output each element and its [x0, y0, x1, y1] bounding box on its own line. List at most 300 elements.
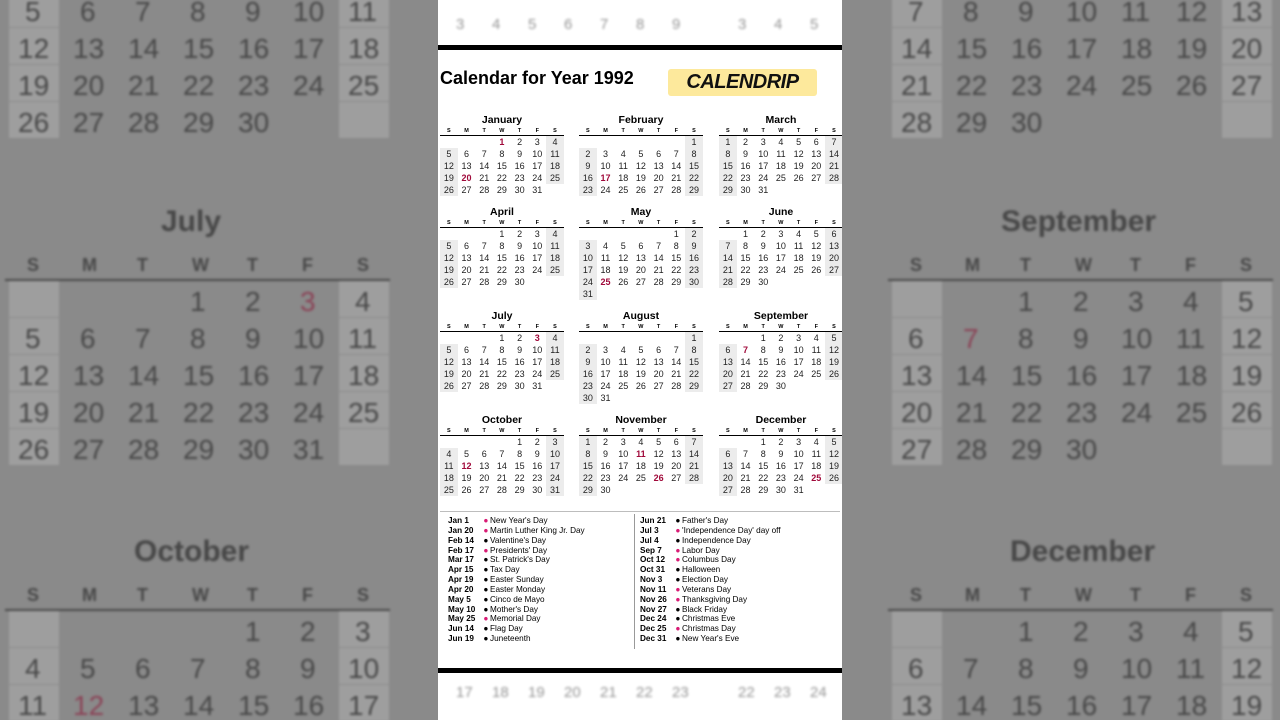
month-name: May: [630, 206, 652, 218]
background-weekday-label: T: [1020, 255, 1031, 275]
day-cell: 18: [775, 161, 786, 171]
day-cell: 20: [811, 161, 822, 171]
strip-day-number: 21: [600, 684, 617, 701]
day-cell: 17: [793, 461, 804, 471]
holiday-date: Dec 25: [640, 624, 667, 634]
day-grid: [440, 228, 564, 288]
weekday-label: S: [447, 324, 451, 330]
day-cell: 26: [811, 265, 822, 275]
day-cell: 16: [579, 172, 597, 184]
day-cell: 4: [620, 149, 626, 159]
holiday-row: [640, 614, 830, 624]
day-cell: 12: [440, 160, 458, 172]
holiday-row: [448, 536, 638, 546]
holiday-date: Jan 20: [448, 525, 474, 535]
day-cell: 29: [514, 485, 525, 495]
day-cell: 4: [546, 136, 564, 148]
month-january: [440, 114, 564, 196]
bullet-icon: ●: [675, 565, 681, 575]
background-day-number: 14: [128, 33, 160, 64]
day-cell: 30: [775, 485, 786, 495]
day-cell: 3: [603, 345, 609, 355]
background-day-number: 19: [18, 70, 50, 101]
day-cell: 29: [579, 484, 597, 496]
day-cell: 11: [546, 344, 564, 356]
holiday-name: Easter Sunday: [490, 575, 544, 585]
holiday-date: Apr 20: [448, 584, 474, 594]
empty-cell: [614, 332, 632, 344]
background-day-number: 20: [901, 397, 933, 428]
day-cell: 23: [740, 173, 751, 183]
empty-cell: [737, 436, 755, 448]
background-day-number: 23: [238, 70, 270, 101]
day-cell: 23: [532, 473, 543, 483]
background-day-number: 5: [1238, 616, 1254, 647]
month-december: [719, 414, 842, 496]
weekday-label: S: [447, 428, 451, 434]
empty-cell: [719, 332, 737, 344]
background-day-number: 11: [1176, 323, 1206, 354]
weekday-label: M: [743, 220, 748, 226]
day-cell: 23: [758, 265, 769, 275]
empty-cell: [475, 436, 493, 448]
background-day-number: 9: [300, 653, 316, 684]
background-day-number: 22: [183, 70, 215, 101]
holiday-row: [640, 595, 830, 605]
strip-day-number: 24: [810, 684, 827, 701]
background-day-number: 6: [135, 653, 151, 684]
day-cell: 1: [719, 136, 737, 148]
holiday-date: Mar 17: [448, 555, 474, 565]
background-day-number: 27: [901, 434, 933, 465]
holiday-day: 25: [600, 277, 611, 287]
day-cell: 18: [546, 252, 564, 264]
day-cell: 23: [775, 473, 786, 483]
month-name: October: [481, 414, 523, 426]
day-cell: 18: [811, 461, 822, 471]
background-day-number: 24: [1121, 397, 1153, 428]
day-cell: 29: [685, 184, 703, 196]
day-cell: 16: [514, 253, 525, 263]
holiday-day: 26: [653, 473, 664, 483]
day-cell: 4: [546, 228, 564, 240]
background-day-number: 27: [73, 107, 105, 138]
day-cell: 14: [653, 253, 664, 263]
holiday-date: Jul 3: [640, 525, 659, 535]
day-cell: 6: [464, 241, 470, 251]
weekday-header: [719, 127, 842, 136]
day-cell: 13: [653, 357, 664, 367]
day-cell: 25: [546, 368, 564, 380]
weekday-label: F: [814, 128, 818, 134]
background-day-number: 28: [901, 107, 933, 138]
day-cell: 16: [775, 357, 786, 367]
day-cell: 20: [719, 472, 737, 484]
day-cell: 28: [685, 472, 703, 484]
day-cell: 1: [499, 333, 505, 343]
day-cell: 4: [638, 437, 644, 447]
day-cell: 12: [825, 448, 842, 460]
weekday-label: T: [621, 128, 625, 134]
day-cell: 24: [579, 276, 597, 288]
background-day-number: 28: [956, 434, 988, 465]
background-day-number: 5: [25, 323, 41, 354]
background-day-number: 30: [1011, 107, 1043, 138]
background-weekday-label: W: [192, 585, 209, 605]
background-day-number: 11: [348, 0, 378, 27]
background-month-title: December: [1010, 535, 1156, 568]
day-cell: 9: [760, 241, 766, 251]
background-weekend-cell: [339, 429, 389, 465]
background-day-number: 6: [80, 0, 96, 27]
background-weekday-label: W: [1075, 255, 1092, 275]
day-cell: 1: [760, 437, 766, 447]
day-cell: 2: [760, 229, 766, 239]
weekday-label: M: [603, 428, 608, 434]
day-cell: 20: [653, 173, 664, 183]
background-day-number: 2: [1073, 616, 1089, 647]
day-cell: 14: [671, 357, 682, 367]
weekday-label: F: [814, 220, 818, 226]
weekday-label: S: [586, 128, 590, 134]
day-cell: 14: [496, 461, 507, 471]
background-day-number: 23: [1011, 70, 1043, 101]
day-cell: 13: [461, 253, 472, 263]
holiday-day: 12: [461, 461, 472, 471]
day-cell: 12: [440, 252, 458, 264]
holiday-day: 3: [534, 333, 540, 343]
holiday-row: [448, 526, 638, 536]
day-cell: 30: [514, 381, 525, 391]
top-divider-bar: [438, 45, 842, 50]
day-cell: 22: [579, 472, 597, 484]
holiday-row: [640, 575, 830, 585]
holiday-date: Nov 27: [640, 604, 667, 614]
holiday-name: Valentine's Day: [490, 535, 547, 545]
holiday-row: [640, 634, 830, 644]
day-cell: 14: [825, 148, 842, 160]
holiday-row: [448, 595, 638, 605]
background-day-number: 16: [238, 360, 270, 391]
holiday-row: [640, 605, 830, 615]
month-name: August: [622, 310, 660, 322]
day-cell: 8: [673, 241, 679, 251]
holiday-date: Apr 15: [448, 565, 474, 575]
empty-cell: [579, 332, 597, 344]
day-cell: 19: [635, 173, 646, 183]
day-cell: 12: [811, 241, 822, 251]
background-day-number: 5: [80, 653, 96, 684]
day-cell: 3: [534, 229, 540, 239]
background-day-number: 26: [18, 107, 50, 138]
background-day-number: 18: [1176, 360, 1208, 391]
day-cell: 22: [496, 173, 507, 183]
background-day-number: 18: [1176, 690, 1208, 720]
day-cell: 10: [793, 449, 804, 459]
holiday-name: Easter Monday: [490, 584, 546, 594]
day-cell: 11: [811, 345, 821, 355]
day-cell: 24: [532, 173, 543, 183]
day-cell: 10: [793, 345, 804, 355]
holiday-name: Independence Day: [682, 535, 751, 545]
day-cell: 24: [600, 381, 611, 391]
day-cell: 12: [793, 149, 804, 159]
day-cell: 27: [653, 381, 664, 391]
day-cell: 6: [825, 228, 842, 240]
day-cell: 29: [758, 381, 769, 391]
background-day-number: 7: [190, 653, 206, 684]
background-day-number: 13: [901, 360, 933, 391]
day-cell: 1: [499, 229, 505, 239]
holiday-row: [640, 624, 830, 634]
day-cell: 21: [671, 369, 682, 379]
background-day-number: 19: [1176, 33, 1208, 64]
day-cell: 12: [653, 449, 664, 459]
empty-cell: [650, 228, 668, 240]
day-cell: 8: [719, 148, 737, 160]
month-april: [440, 206, 564, 288]
day-cell: 31: [579, 288, 597, 300]
day-cell: 26: [825, 368, 842, 380]
background-day-number: 13: [73, 360, 105, 391]
weekday-header: [579, 219, 703, 228]
day-cell: 21: [496, 473, 507, 483]
month-october: [440, 414, 564, 496]
background-header-line: [888, 279, 1273, 281]
weekday-label: W: [778, 220, 784, 226]
day-cell: 23: [514, 265, 525, 275]
empty-cell: [579, 136, 597, 148]
strip-day-number: 7: [600, 16, 609, 33]
holiday-row: [640, 516, 830, 526]
day-cell: 21: [719, 264, 737, 276]
weekday-label: S: [832, 220, 836, 226]
holiday-name: Labor Day: [682, 545, 720, 555]
background-day-number: 16: [1066, 360, 1098, 391]
bullet-icon: ●: [483, 575, 489, 585]
day-cell: 6: [813, 137, 819, 147]
background-weekend-cell: [892, 611, 942, 647]
day-cell: 17: [579, 264, 597, 276]
weekday-label: W: [778, 128, 784, 134]
background-weekday-label: M: [82, 255, 97, 275]
background-weekday-label: S: [910, 585, 923, 605]
background-day-number: 24: [293, 397, 325, 428]
day-cell: 25: [793, 265, 804, 275]
background-day-number: 7: [135, 323, 151, 354]
background-weekday-label: S: [27, 585, 40, 605]
background-weekday-label: W: [192, 255, 209, 275]
day-cell: 15: [758, 461, 769, 471]
weekday-label: S: [832, 128, 836, 134]
background-weekend-cell: [339, 102, 389, 138]
strip-day-number: 22: [636, 684, 653, 701]
weekday-label: S: [726, 324, 730, 330]
empty-cell: [737, 332, 755, 344]
weekday-header: [719, 427, 842, 436]
day-cell: 29: [496, 185, 507, 195]
day-cell: 27: [461, 381, 472, 391]
background-day-number: 2: [1073, 286, 1089, 317]
day-cell: 27: [719, 484, 737, 496]
strip-day-number: 20: [564, 684, 581, 701]
empty-cell: [650, 332, 668, 344]
day-cell: 8: [517, 449, 523, 459]
holiday-day: 1: [499, 137, 505, 147]
day-cell: 8: [499, 241, 505, 251]
month-november: [579, 414, 703, 496]
day-cell: 9: [778, 345, 784, 355]
bottom-divider-bar: [438, 668, 842, 673]
day-cell: 21: [740, 369, 751, 379]
background-day-number: 5: [1238, 286, 1254, 317]
day-cell: 14: [479, 161, 490, 171]
background-day-number: 12: [18, 33, 50, 64]
day-cell: 12: [635, 357, 646, 367]
day-cell: 20: [671, 461, 682, 471]
background-weekday-label: S: [357, 255, 370, 275]
day-cell: 6: [481, 449, 487, 459]
day-cell: 27: [461, 277, 472, 287]
day-cell: 8: [499, 149, 505, 159]
day-cell: 28: [496, 485, 507, 495]
weekday-label: T: [761, 128, 765, 134]
day-cell: 19: [440, 264, 458, 276]
background-day-number: 20: [73, 70, 105, 101]
day-cell: 19: [811, 253, 822, 263]
day-cell: 9: [603, 449, 609, 459]
background-day-number: 16: [1066, 690, 1098, 720]
day-cell: 18: [440, 472, 458, 484]
background-weekend-cell: [892, 281, 942, 317]
day-cell: 18: [546, 356, 564, 368]
day-cell: 2: [517, 229, 523, 239]
day-cell: 23: [579, 380, 597, 392]
day-cell: 10: [758, 149, 769, 159]
weekday-label: W: [638, 220, 644, 226]
day-cell: 1: [517, 437, 523, 447]
holiday-row: [448, 546, 638, 556]
background-day-number: 8: [245, 653, 261, 684]
holiday-row: [448, 624, 638, 634]
day-cell: 23: [685, 264, 703, 276]
background-day-number: 25: [1176, 397, 1208, 428]
background-weekday-label: S: [27, 255, 40, 275]
strip-day-number: 23: [672, 684, 689, 701]
day-cell: 17: [600, 369, 611, 379]
weekday-header: [440, 427, 564, 436]
background-day-number: 13: [1231, 0, 1263, 27]
day-cell: 25: [811, 369, 822, 379]
background-day-number: 4: [25, 653, 41, 684]
day-cell: 16: [600, 461, 611, 471]
day-cell: 5: [825, 332, 842, 344]
day-cell: 7: [673, 149, 679, 159]
weekday-label: W: [778, 428, 784, 434]
background-day-number: 4: [1183, 286, 1199, 317]
background-day-number: 6: [908, 653, 924, 684]
day-grid: [579, 332, 703, 404]
background-day-number: 17: [293, 360, 325, 391]
background-weekday-label: T: [247, 585, 258, 605]
background-day-number: 26: [1231, 397, 1263, 428]
day-cell: 10: [618, 449, 629, 459]
day-cell: 9: [685, 240, 703, 252]
strip-day-number: 18: [492, 684, 509, 701]
background-day-number: 28: [128, 107, 160, 138]
background-day-number: 29: [183, 434, 215, 465]
bullet-icon: ●: [675, 535, 681, 545]
day-cell: 10: [600, 357, 611, 367]
day-cell: 17: [775, 253, 786, 263]
day-cell: 30: [740, 185, 751, 195]
month-name: March: [765, 114, 797, 126]
weekday-label: T: [761, 428, 765, 434]
holiday-name: Presidents' Day: [490, 545, 548, 555]
holiday-day: 11: [636, 449, 646, 459]
holiday-row: [640, 565, 830, 575]
background-day-number: 17: [1121, 690, 1153, 720]
day-cell: 11: [618, 161, 628, 171]
day-cell: 18: [546, 160, 564, 172]
background-weekday-label: W: [1075, 585, 1092, 605]
day-cell: 11: [546, 148, 564, 160]
holiday-name: Memorial Day: [490, 614, 541, 624]
day-cell: 15: [671, 253, 682, 263]
background-weekend-cell: [1222, 102, 1272, 138]
weekday-label: F: [674, 128, 678, 134]
weekday-label: W: [638, 128, 644, 134]
day-cell: 4: [813, 333, 819, 343]
month-name: July: [491, 310, 513, 322]
calendrip-logo: CALENDRIP: [668, 69, 817, 96]
background-day-number: 15: [956, 33, 988, 64]
day-cell: 15: [685, 160, 703, 172]
day-cell: 1: [685, 332, 703, 344]
day-cell: 21: [479, 173, 490, 183]
background-day-number: 5: [25, 0, 41, 27]
bullet-icon: ●: [483, 634, 489, 644]
day-cell: 3: [760, 137, 766, 147]
holiday-day: 20: [461, 173, 472, 183]
day-cell: 28: [825, 172, 842, 184]
day-cell: 12: [440, 356, 458, 368]
day-cell: 19: [825, 356, 842, 368]
weekday-label: M: [743, 128, 748, 134]
day-cell: 23: [514, 173, 525, 183]
day-cell: 21: [825, 160, 842, 172]
day-cell: 25: [635, 473, 646, 483]
day-grid: [719, 436, 842, 496]
weekday-label: S: [692, 324, 696, 330]
background-day-number: 26: [18, 434, 50, 465]
day-cell: 7: [481, 149, 487, 159]
day-cell: 27: [479, 485, 490, 495]
strip-day-number: 22: [738, 684, 755, 701]
empty-cell: [493, 436, 511, 448]
day-cell: 28: [671, 185, 682, 195]
weekday-label: W: [499, 428, 505, 434]
day-cell: 7: [719, 240, 737, 252]
weekday-header: [719, 219, 842, 228]
weekday-label: S: [692, 128, 696, 134]
day-cell: 5: [796, 137, 802, 147]
day-cell: 15: [496, 161, 507, 171]
weekday-label: T: [482, 128, 486, 134]
day-cell: 21: [479, 369, 490, 379]
day-cell: 28: [671, 381, 682, 391]
empty-cell: [458, 136, 476, 148]
